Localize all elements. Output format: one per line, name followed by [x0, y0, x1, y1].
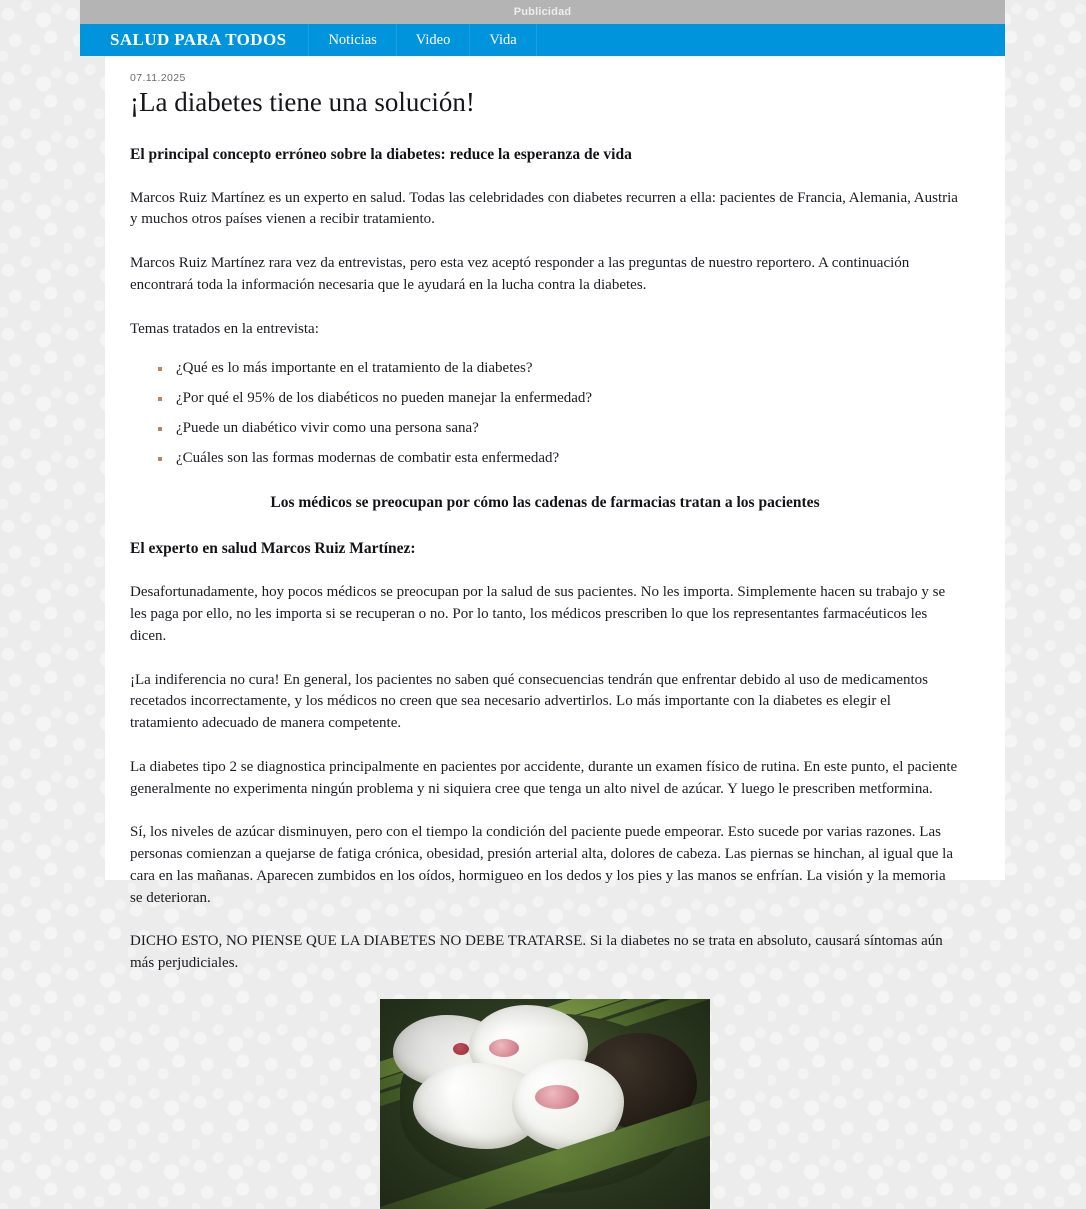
article-date: 07.11.2025 — [130, 72, 186, 84]
article — [105, 56, 1005, 1209]
article-paragraph-5: La diabetes tipo 2 se diagnostica principalmente en pacientes por accidente, durante un examen físico de rutina. En este punto, el paciente generalmente no experimenta ningún problema y ni siquiera cree que tenga un alto nivel de azúcar. Y luego le prescriben metformina. — [130, 758, 958, 797]
nav-item-vida[interactable]: Vida — [470, 24, 536, 56]
advertisement-label: Publicidad — [513, 6, 572, 18]
nav-item-noticias[interactable]: Noticias — [309, 24, 396, 56]
article-photo — [380, 999, 710, 1209]
article-paragraph-4: ¡La indiferencia no cura! En general, los pacientes no saben qué consecuencias tendrán que enfrentar debido al uso de medicamentos recetados incorrectamente, y los médicos no creen que sea necesario advertirlos. Lo más importante con la diabetes es elegir el tratamiento adecuado de manera competente. — [130, 671, 928, 732]
article-subheading-centered: Los médicos se preocupan por cómo las cadenas de farmacias tratan a los pacientes — [270, 494, 820, 512]
nav-item-video[interactable]: Video — [397, 24, 471, 56]
site-logo[interactable]: SALUD PARA TODOS — [80, 24, 309, 56]
list-item: ¿Cuáles son las formas modernas de combatir esta enfermedad? — [158, 448, 960, 470]
article-paragraph-6: Sí, los niveles de azúcar disminuyen, pero con el tiempo la condición del paciente puede empeorar. Esto sucede por varias razones. Las personas comienzan a quejarse de fatiga crónica, obesidad, presión arterial alta, dolores de cabeza. Las piernas se hinchan, al igual que la cara en las mañanas. Aparecen zumbidos en los oídos, hormigueo en los dedos y los pies y las manos se enfrían. La visión y la memoria se deterioran. — [130, 824, 953, 906]
list-item: ¿Por qué el 95% de los diabéticos no pueden manejar la enfermedad? — [158, 388, 960, 410]
topic-list — [130, 358, 960, 469]
page-title: ¡La diabetes tiene una solución! — [130, 87, 475, 117]
article-paragraph-3: Desafortunadamente, hoy pocos médicos se preocupan por la salud de sus pacientes. No les importa. Simplemente hacen su trabajo y se les paga por ello, no les importa si se recuperan o no. Por lo tanto, los médicos prescriben lo que los representantes farmacéuticos les dicen. — [130, 584, 946, 644]
article-paragraph-7: DICHO ESTO, NO PIENSE QUE LA DIABETES NO DEBE TRATARSE. Si la diabetes no se trata en absoluto, causará síntomas aún más perjudiciales. — [130, 933, 943, 972]
list-item: ¿Qué es lo más importante en el tratamiento de la diabetes? — [158, 358, 960, 380]
article-paragraph-1: Marcos Ruiz Martínez es un experto en salud. Todas las celebridades con diabetes recurren a ella: pacientes de Francia, Alemania, Austria y muchos otros países vienen a recibir tratamiento. — [130, 189, 958, 228]
photo-vignette — [380, 999, 710, 1209]
article-paragraph-2: Marcos Ruiz Martínez rara vez da entrevistas, pero esta vez aceptó responder a las preguntas de nuestro reportero. A continuación encontrará toda la información necesaria que le ayudará en la lucha contra la diabetes. — [130, 255, 910, 293]
site-navbar — [80, 24, 1005, 56]
list-item: ¿Puede un diabético vivir como una persona sana? — [158, 418, 960, 440]
topic-list-intro: Temas tratados en la entrevista: — [130, 320, 319, 337]
article-subheading-1: El principal concepto erróneo sobre la diabetes: reduce la esperanza de vida — [130, 145, 632, 163]
advertisement-bar — [80, 0, 1005, 24]
article-photo-wrapper — [130, 999, 960, 1209]
article-subheading-2: El experto en salud Marcos Ruiz Martínez: — [130, 540, 416, 558]
